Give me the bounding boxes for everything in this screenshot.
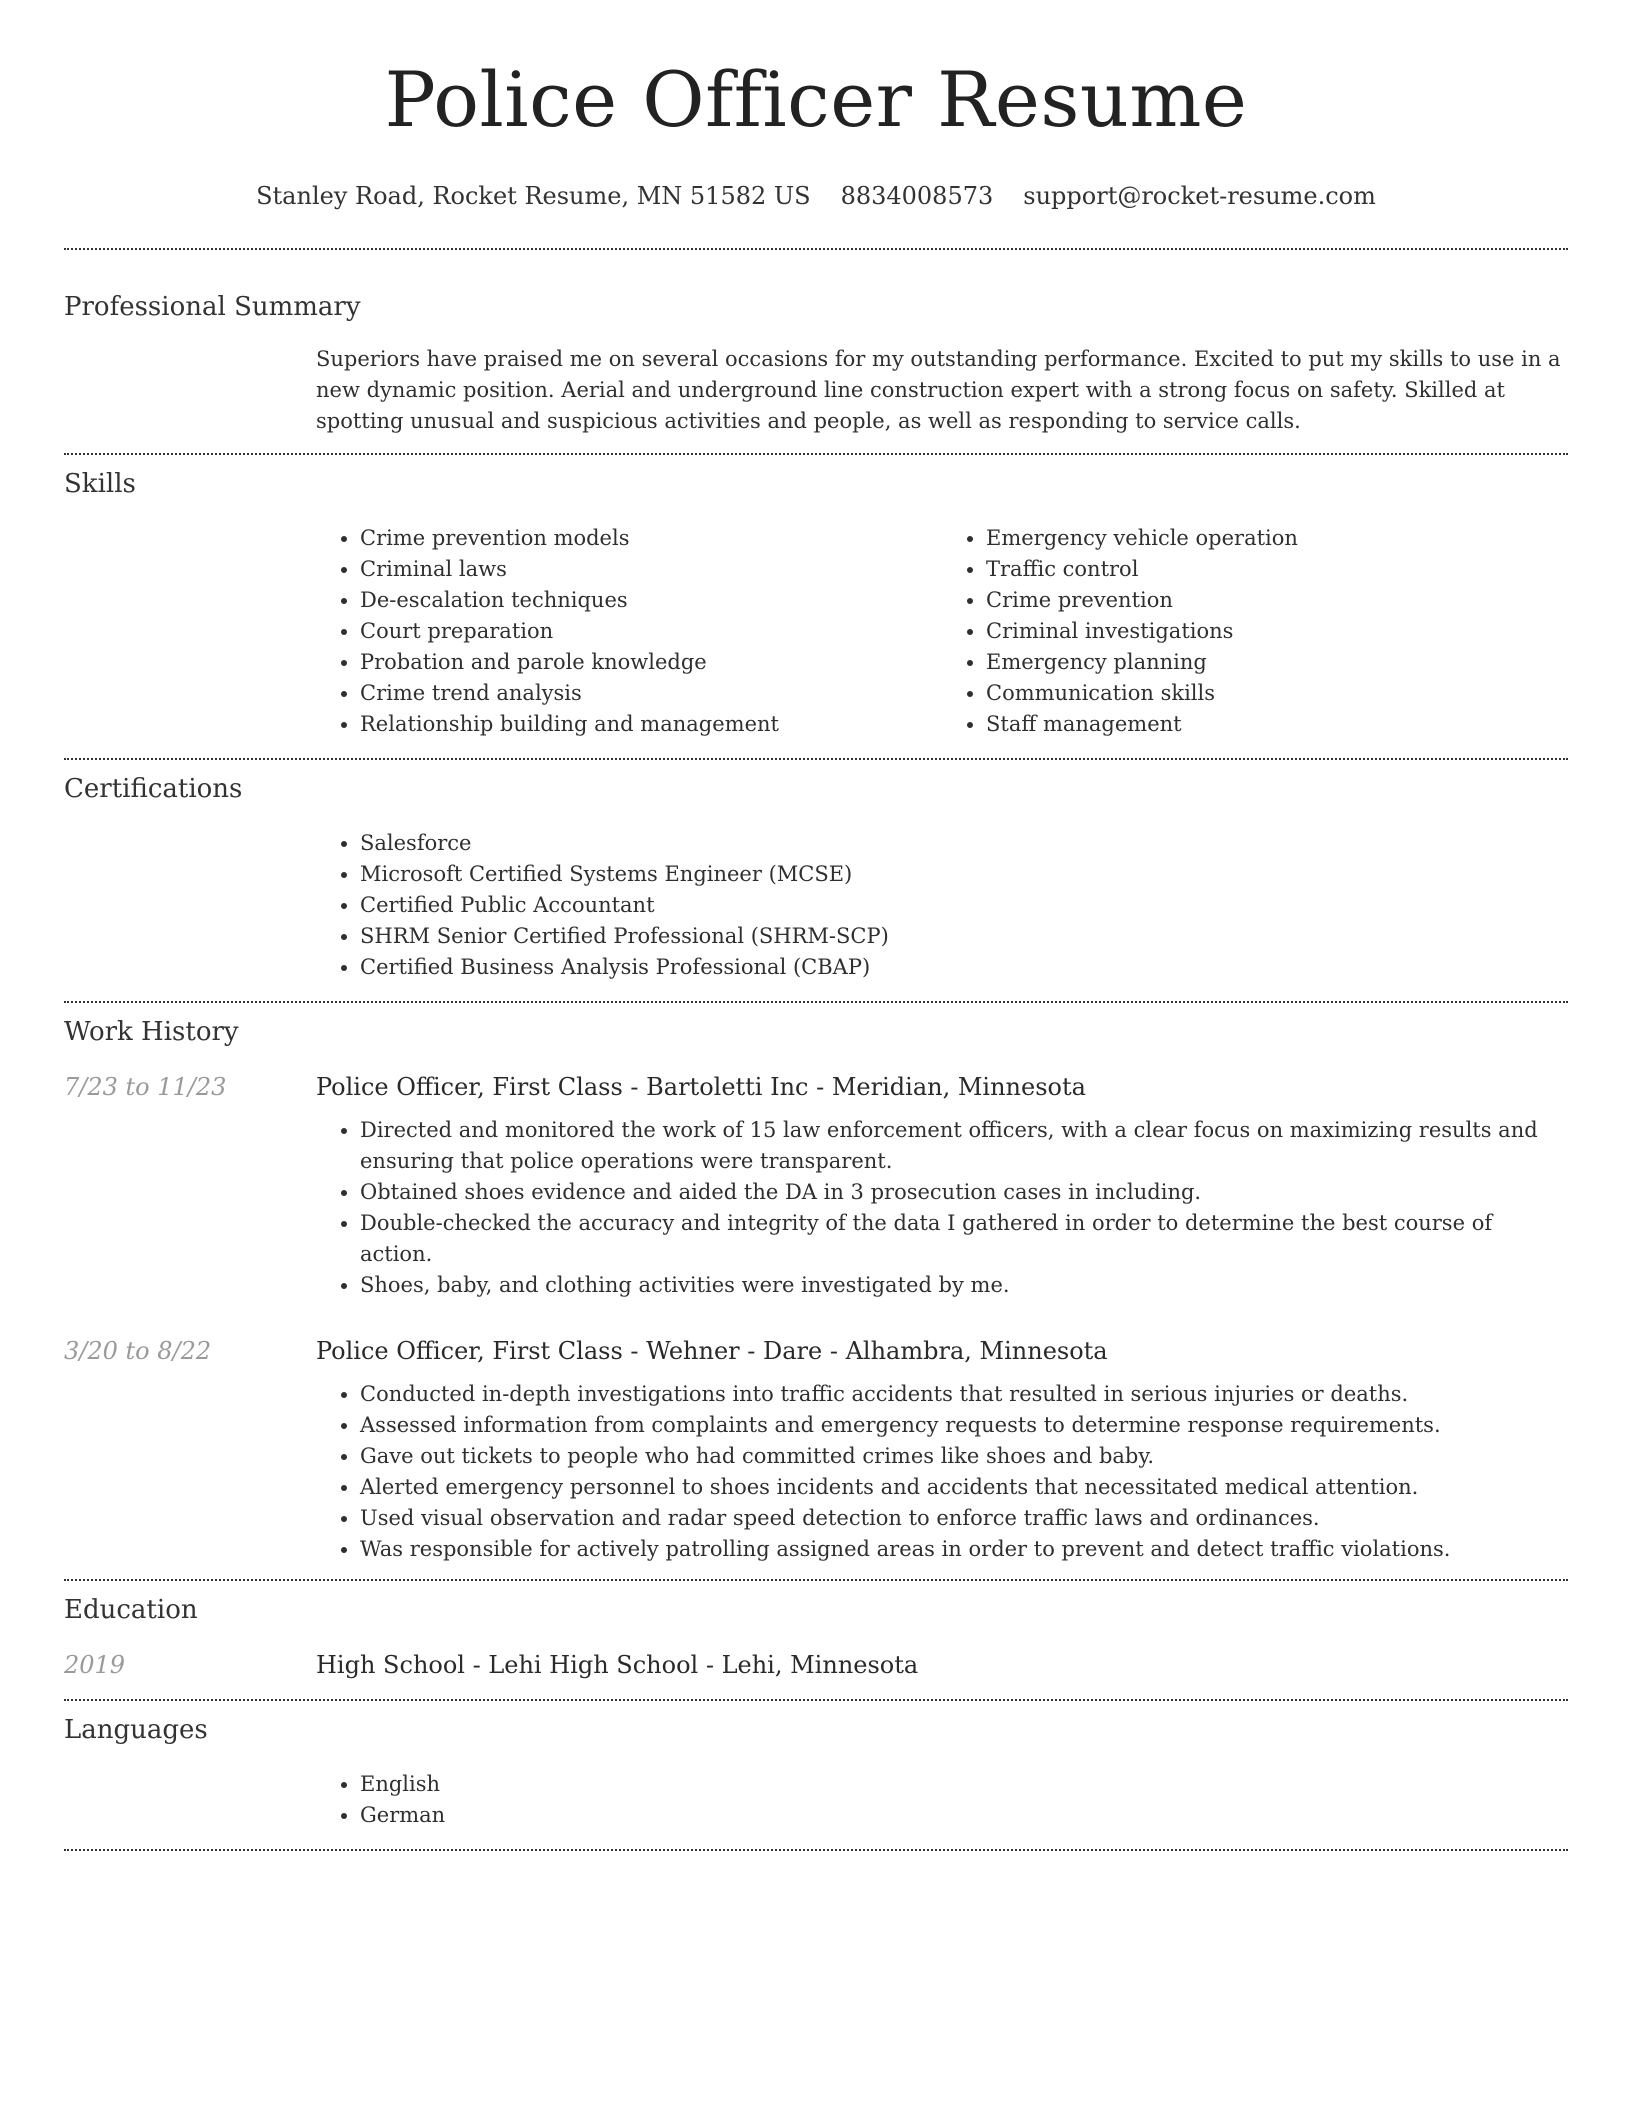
skills-section (64, 455, 1568, 758)
job-bullet: • Assessed information from complaints and emergency requests to determine response requirements. (360, 1410, 1568, 1441)
job-bullets (316, 1115, 1568, 1301)
job-bullet: • Was responsible for actively patrolling assigned areas in order to prevent and detect traffic violations. (360, 1534, 1568, 1565)
skill-item: • Communication skills (986, 678, 1568, 709)
education-heading: Education (64, 1595, 198, 1625)
certification-item: • Salesforce (360, 828, 1568, 859)
divider (64, 1849, 1568, 1851)
contact-line (64, 180, 1568, 212)
job-bullet: • Gave out tickets to people who had committed crimes like shoes and baby. (360, 1441, 1568, 1472)
skill-item: • Crime trend analysis (360, 678, 942, 709)
job-entry (64, 1071, 1568, 1301)
skills-list-col1 (316, 523, 942, 740)
certification-item: • SHRM Senior Certified Professional (SHRM-SCP) (360, 921, 1568, 952)
skill-item: • Emergency vehicle operation (986, 523, 1568, 554)
certifications-list (316, 828, 1568, 983)
certification-item: • Certified Public Accountant (360, 890, 1568, 921)
skill-item: • Traffic control (986, 554, 1568, 585)
skills-list-col2 (942, 523, 1568, 740)
job-bullet: • Used visual observation and radar speed detection to enforce traffic laws and ordinances. (360, 1503, 1568, 1534)
education-title: High School - Lehi High School - Lehi, Minnesota (316, 1651, 919, 1679)
work-history-section (64, 1003, 1568, 1579)
languages-heading: Languages (64, 1715, 208, 1745)
certifications-section (64, 760, 1568, 1001)
skill-item: • Probation and parole knowledge (360, 647, 942, 678)
summary-text: Superiors have praised me on several occasions for my outstanding performance. Excited to put my skills to use in a new dynamic position. Aerial and underground line construction expert with a strong focus on safety. Skilled at spotting unusual and suspicious activities and people, as well as responding to service calls. (316, 347, 1561, 433)
work-history-heading: Work History (64, 1017, 239, 1047)
languages-list (316, 1769, 1568, 1831)
skills-heading: Skills (64, 469, 136, 499)
job-entry (64, 1335, 1568, 1565)
contact-address: Stanley Road, Rocket Resume, MN 51582 US (256, 182, 811, 210)
skill-item: • Crime prevention models (360, 523, 942, 554)
skill-item: • Crime prevention (986, 585, 1568, 616)
education-section (64, 1581, 1568, 1699)
resume-title: Police Officer Resume (384, 55, 1248, 144)
skills-left-column (64, 523, 316, 740)
skill-item: • Criminal investigations (986, 616, 1568, 647)
job-dates: 7/23 to 11/23 (64, 1073, 227, 1101)
skill-item: • De-escalation techniques (360, 585, 942, 616)
job-bullet: • Obtained shoes evidence and aided the DA in 3 prosecution cases in including. (360, 1177, 1568, 1208)
certifications-heading: Certifications (64, 774, 243, 804)
job-dates: 3/20 to 8/22 (64, 1337, 212, 1365)
skill-item: • Criminal laws (360, 554, 942, 585)
job-bullet: • Double-checked the accuracy and integrity of the data I gathered in order to determine the best course of action. (360, 1208, 1568, 1270)
certification-item: • Microsoft Certified Systems Engineer (MCSE) (360, 859, 1568, 890)
summary-heading: Professional Summary (64, 292, 361, 322)
languages-section (64, 1701, 1568, 1849)
contact-phone: 8834008573 (840, 182, 994, 210)
job-title: Police Officer, First Class - Bartoletti Inc - Meridian, Minnesota (316, 1073, 1086, 1101)
skill-item: • Relationship building and management (360, 709, 942, 740)
job-title: Police Officer, First Class - Wehner - Dare - Alhambra, Minnesota (316, 1337, 1108, 1365)
education-year: 2019 (64, 1651, 126, 1679)
languages-left-column (64, 1769, 316, 1831)
job-bullets (316, 1379, 1568, 1565)
skill-item: • Court preparation (360, 616, 942, 647)
certification-item: • Certified Business Analysis Professional (CBAP) (360, 952, 1568, 983)
skill-item: • Staff management (986, 709, 1568, 740)
language-item: • English (360, 1769, 1568, 1800)
summary-left-column (64, 344, 316, 437)
job-bullet: • Shoes, baby, and clothing activities were investigated by me. (360, 1270, 1568, 1301)
job-bullet: • Directed and monitored the work of 15 law enforcement officers, with a clear focus on maximizing results and ensuring that police operations were transparent. (360, 1115, 1568, 1177)
job-bullet: • Conducted in-depth investigations into traffic accidents that resulted in serious injuries or deaths. (360, 1379, 1568, 1410)
contact-email: support@rocket-resume.com (1023, 182, 1376, 210)
language-item: • German (360, 1800, 1568, 1831)
certifications-left-column (64, 828, 316, 983)
job-bullet: • Alerted emergency personnel to shoes incidents and accidents that necessitated medical attention. (360, 1472, 1568, 1503)
summary-section (64, 250, 1568, 453)
skill-item: • Emergency planning (986, 647, 1568, 678)
